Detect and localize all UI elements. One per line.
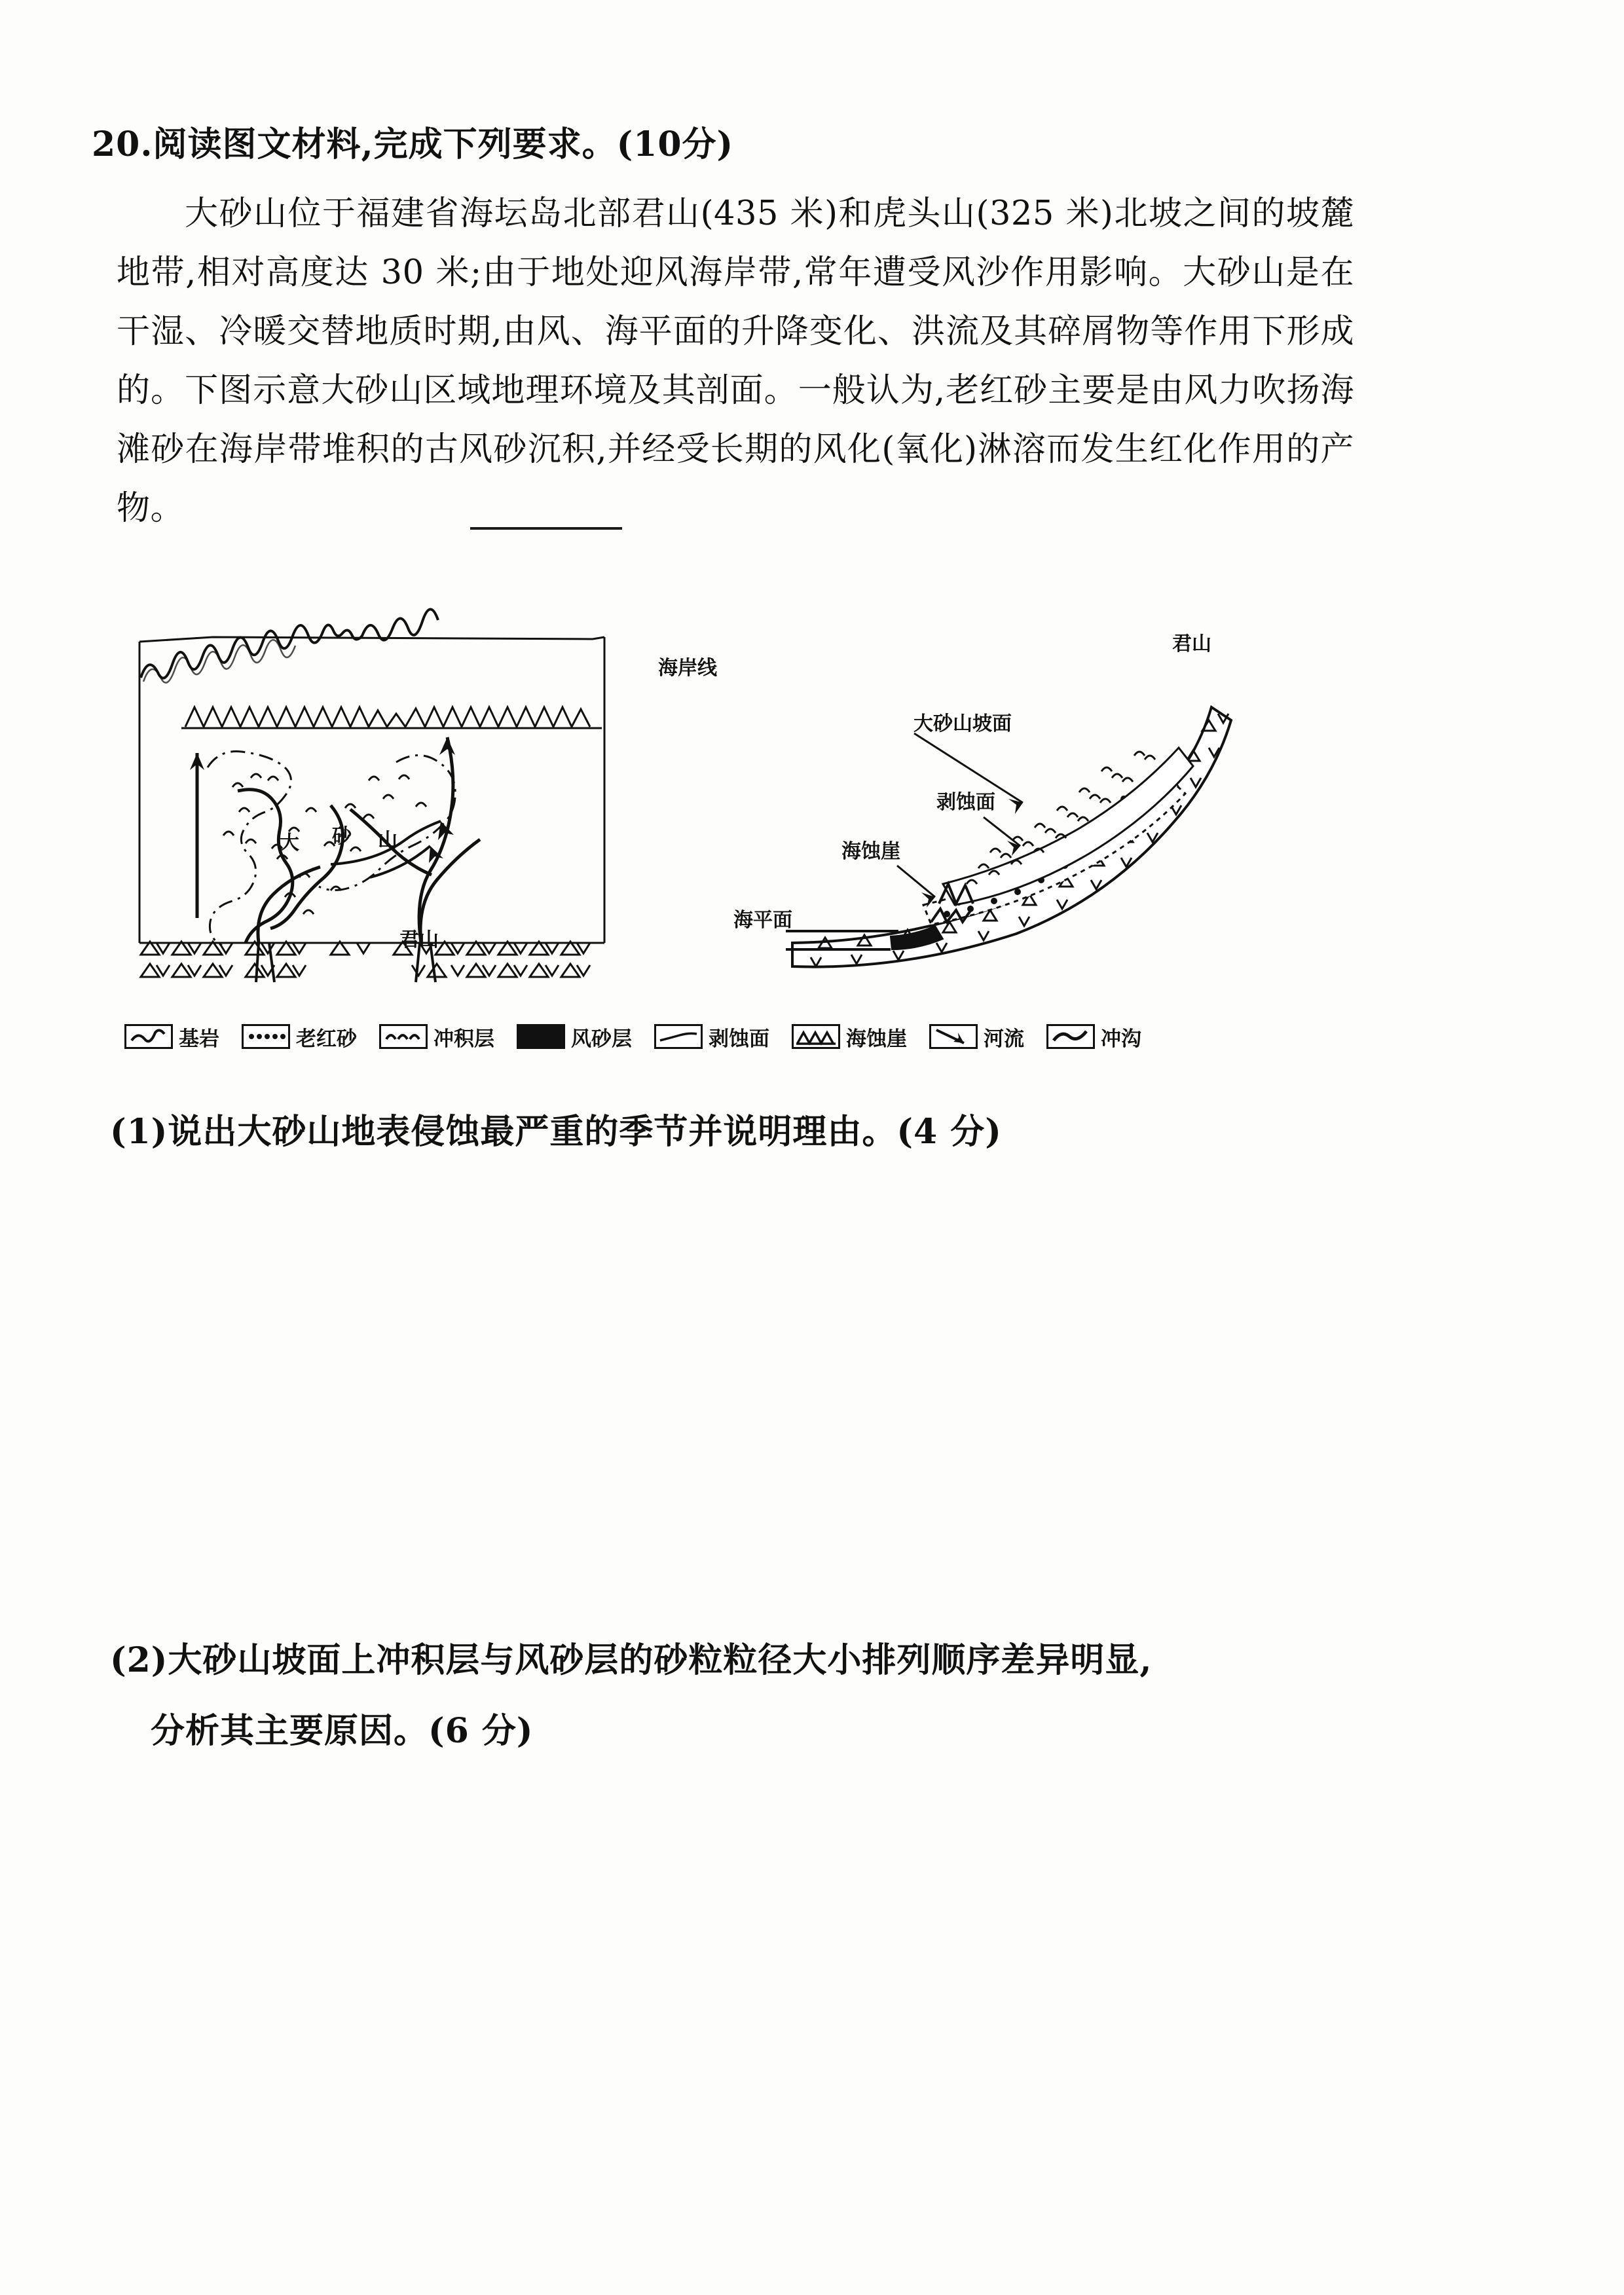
figure-dashashan [98, 609, 1270, 1067]
figure-legend [124, 1016, 1225, 1057]
legend-item-denudation-surface [654, 1022, 769, 1052]
subquestion-2-line2: 分析其主要原因。(6 分) [151, 1711, 534, 1751]
gully-symbol-icon [1046, 1024, 1095, 1049]
legend-item-river [929, 1022, 1024, 1052]
map-label-da: 大 [280, 832, 299, 854]
subquestion-2 [110, 1625, 1354, 1767]
legend-label-sea-cliff: 海蚀崖 [846, 1027, 907, 1051]
map-label-junshan: 君山 [399, 928, 439, 951]
legend-label-gully: 冲沟 [1101, 1027, 1141, 1051]
legend-label-alluvium: 冲积层 [434, 1027, 494, 1051]
question-stem [92, 117, 733, 166]
legend-item-bedrock [124, 1022, 219, 1052]
sea-cliff-symbol-row [181, 707, 602, 728]
aeolian-sand-symbol-icon [517, 1024, 565, 1049]
question-number: 20. [92, 124, 153, 164]
coastline-path [141, 609, 438, 678]
subquestion-1: (1)说出大砂山地表侵蚀最严重的季节并说明理由。(4 分) [110, 1112, 1002, 1152]
section-label-slope: 大砂山坡面 [913, 712, 1012, 735]
river-symbol-icon [929, 1024, 978, 1049]
map-label-shan: 山 [378, 829, 397, 852]
question-stem-text: 阅读图文材料,完成下列要求。(10分) [153, 124, 734, 164]
legend-item-old-red-sand [242, 1022, 357, 1052]
legend-label-old-red-sand: 老红砂 [296, 1027, 357, 1051]
legend-item-gully [1046, 1022, 1141, 1052]
sea-cliff-symbol-icon [792, 1024, 840, 1049]
old-red-sand-symbol-icon [242, 1024, 290, 1049]
passage-underline [470, 527, 622, 530]
map-label-sha: 砂 [332, 825, 352, 848]
legend-label-denudation-surface: 剥蚀面 [709, 1027, 769, 1051]
figure-section-panel [727, 609, 1270, 976]
leader-denud [984, 817, 1020, 846]
map-label-coastline: 海岸线 [658, 657, 717, 680]
legend-item-alluvium [379, 1022, 494, 1052]
map-drawing [134, 615, 652, 969]
denudation-surface-symbol-icon [654, 1024, 703, 1049]
alluvium-symbol-icon [379, 1024, 428, 1049]
leader-cliff [897, 866, 935, 897]
legend-item-aeolian-sand [517, 1022, 632, 1052]
section-label-junshan: 君山 [1172, 633, 1211, 655]
section-label-sea-level: 海平面 [733, 909, 792, 932]
bedrock-symbol-icon [124, 1024, 173, 1049]
section-label-sea-cliff: 海蚀崖 [841, 840, 900, 863]
section-drawing [727, 609, 1270, 982]
section-label-denudation: 剥蚀面 [936, 791, 995, 814]
bedrock-band [141, 942, 590, 977]
legend-label-bedrock: 基岩 [179, 1027, 219, 1051]
river-east [419, 737, 453, 943]
subquestion-2-line1: (2)大砂山坡面上冲积层与风砂层的砂粒粒径大小排列顺序差异明显, [110, 1640, 1153, 1680]
legend-label-aeolian-sand: 风砂层 [571, 1027, 632, 1051]
figure-map-panel [134, 615, 717, 956]
legend-label-river: 河流 [984, 1027, 1024, 1051]
legend-item-sea-cliff [792, 1022, 907, 1052]
passage-text: 大砂山位于福建省海坛岛北部君山(435 米)和虎头山(325 米)北坡之间的坡麓地带,相对高度达 30 米;由于地处迎风海岸带,常年遭受风沙作用影响。大砂山是在干湿、冷暖交替地质时期,由风、海平面的升降变化、洪流及其碎屑物等作用下形成的。下图示意大砂山区域地理环境及其剖面。一般认为,老红砂主要是由风力吹扬海滩砂在海岸带堆积的古风砂沉积,并经受长期的风化(氧化)淋溶而发生红化作用的产物。 [117, 194, 1354, 528]
